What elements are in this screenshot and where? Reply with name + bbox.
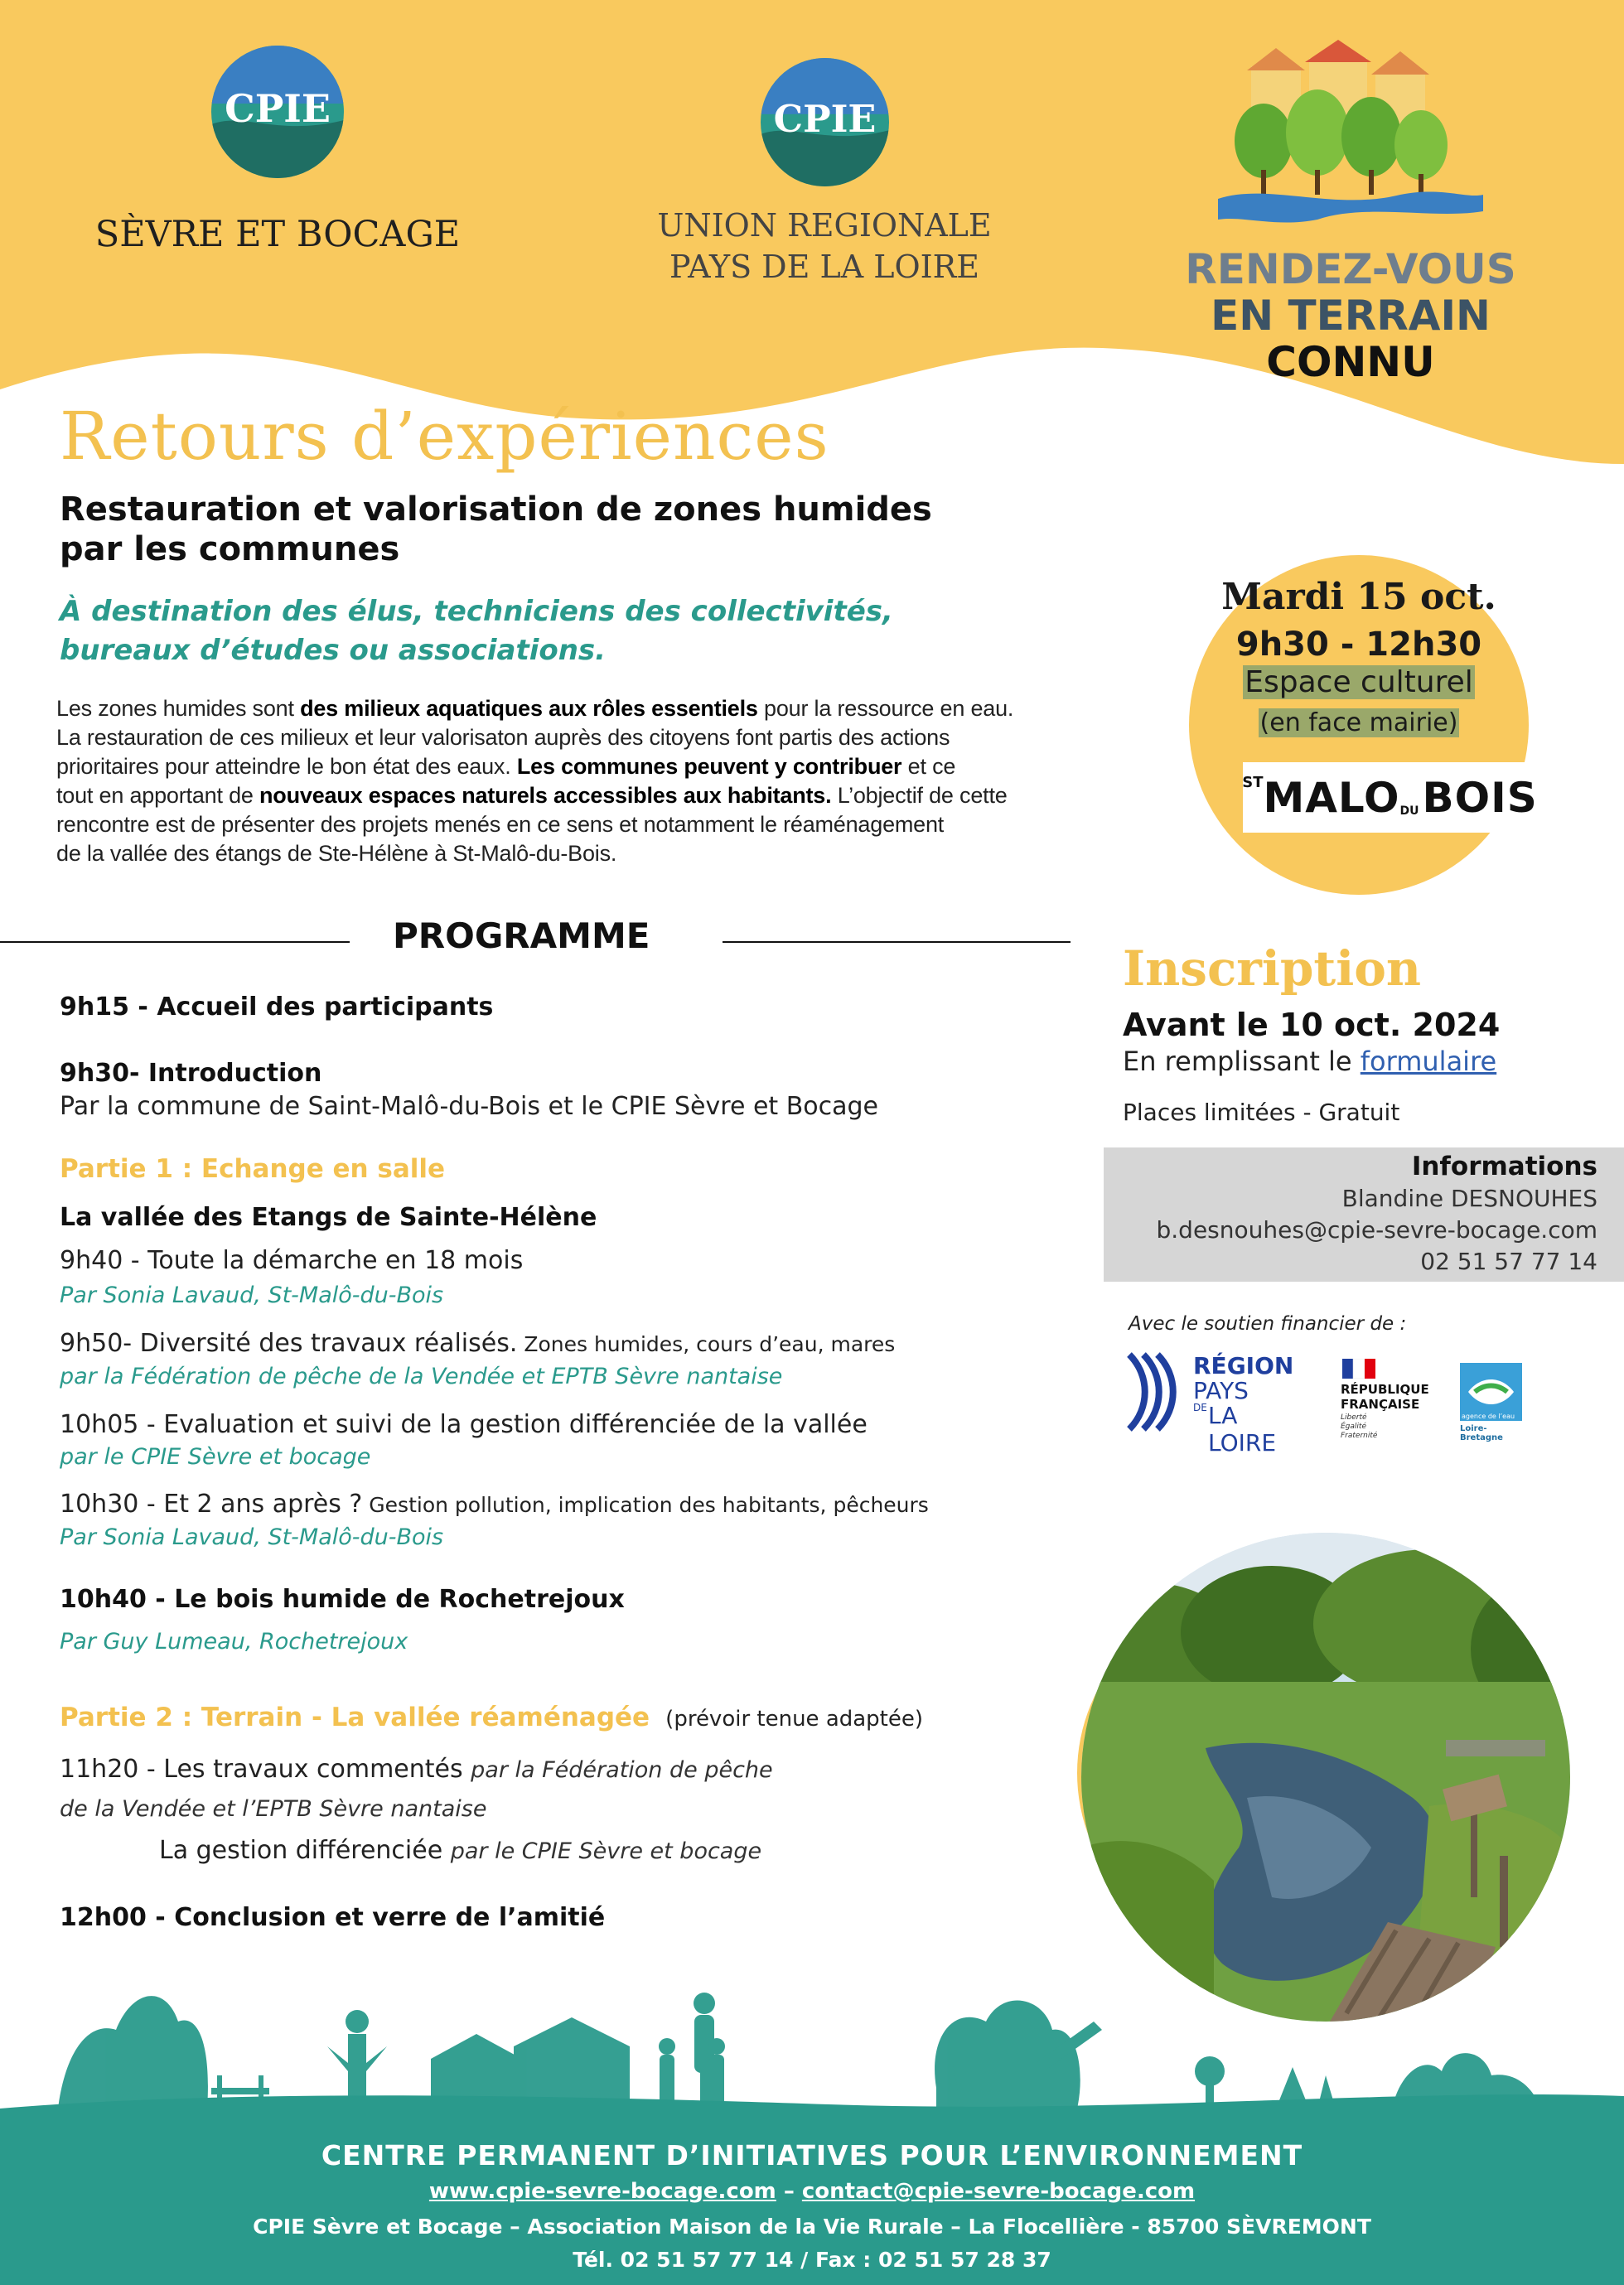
programme-item-1: 9h15 - Accueil des participants bbox=[60, 993, 494, 1022]
rdv-line-1: RENDEZ-VOUS bbox=[1185, 245, 1516, 293]
programme-item-8: 11h20 - Les travaux commentés par la Fédération de pêche bbox=[60, 1755, 773, 1784]
programme-item-2: 9h30- Introduction bbox=[60, 1059, 322, 1088]
audience-line-1: À destination des élus, techniciens des collectivités, bbox=[60, 595, 893, 628]
rdv-logo bbox=[1201, 33, 1500, 240]
programme-item-7: 10h40 - Le bois humide de Rochetrejoux bbox=[60, 1585, 625, 1614]
rf-word-2: FRANÇAISE bbox=[1341, 1397, 1420, 1412]
programme-item-8-speaker: de la Vendée et l’EPTB Sèvre nantaise bbox=[60, 1796, 487, 1822]
cpie-logo-center bbox=[761, 58, 889, 186]
wetland-photo bbox=[1081, 1533, 1570, 2022]
rf-word-4: Égalité bbox=[1341, 1423, 1366, 1431]
region-word-2: PAYS bbox=[1193, 1377, 1249, 1404]
info-name: Blandine DESNOUHES bbox=[1341, 1185, 1597, 1212]
intro-paragraph bbox=[56, 694, 1084, 868]
programme-item-3: 9h40 - Toute la démarche en 18 mois bbox=[60, 1246, 524, 1275]
inscription-how: En remplissant le formulaire bbox=[1123, 1046, 1497, 1077]
programme-item-4-speaker: par la Fédération de pêche de la Vendée et EPTB Sèvre nantaise bbox=[60, 1364, 783, 1389]
wetland-pond-image bbox=[1081, 1533, 1570, 2022]
intro-line: La restauration de ces milieux et leur valorisaton auprès des citoyens font partis des actions bbox=[56, 725, 950, 750]
agence-word-2: Loire-Bretagne bbox=[1460, 1424, 1503, 1442]
programme-rule-right bbox=[723, 941, 1071, 943]
agence-word-1: agence de l’eau bbox=[1462, 1413, 1515, 1420]
landscape-trees-icon bbox=[1201, 33, 1500, 240]
programme-item-10: 12h00 - Conclusion et verre de l’amitié bbox=[60, 1903, 606, 1932]
page-title: Retours d’expériences bbox=[60, 398, 829, 475]
region-word-4: LA LOIRE bbox=[1208, 1402, 1277, 1457]
rdv-line-3: CONNU bbox=[1266, 338, 1435, 386]
programme-heading: PROGRAMME bbox=[393, 915, 650, 956]
programme-item-6: 10h30 - Et 2 ans après ? Gestion pollution, implication des habitants, pêcheurs bbox=[60, 1490, 929, 1519]
part-1-heading: Partie 1 : Echange en salle bbox=[60, 1154, 446, 1184]
programme-item-5-speaker: par le CPIE Sèvre et bocage bbox=[60, 1444, 371, 1470]
programme-item-7-speaker: Par Guy Lumeau, Rochetrejoux bbox=[60, 1629, 408, 1655]
programme-rule-left bbox=[0, 941, 350, 943]
footer-address: CPIE Sèvre et Bocage – Association Maison de la Vie Rurale – La Flocellière - 85700 SÈVREMONT bbox=[253, 2215, 1371, 2239]
event-place-detail: (en face mairie) bbox=[1259, 708, 1458, 737]
programme-item-6-speaker: Par Sonia Lavaud, St-Malô-du-Bois bbox=[60, 1524, 444, 1550]
inscription-deadline: Avant le 10 oct. 2024 bbox=[1123, 1007, 1501, 1043]
footer-contact-line: www.cpie-sevre-bocage.com – contact@cpie-sevre-bocage.com bbox=[428, 2179, 1196, 2204]
cpie-emblem-icon bbox=[761, 58, 889, 186]
intro-line: de la vallée des étangs de Ste-Hélène à St-Malô-du-Bois. bbox=[56, 841, 617, 866]
cpie-emblem-icon bbox=[211, 46, 344, 178]
event-place: Espace culturel bbox=[1245, 665, 1473, 699]
cpie-left-caption: SÈVRE ET BOCAGE bbox=[94, 214, 461, 255]
event-time: 9h30 - 12h30 bbox=[1235, 626, 1482, 664]
cpie-center-caption-2: PAYS DE LA LOIRE bbox=[669, 249, 979, 285]
inscription-heading: Inscription bbox=[1123, 940, 1422, 997]
subtitle-line-1: Restauration et valorisation de zones humides bbox=[60, 490, 932, 529]
rdv-line-2: EN TERRAIN bbox=[1211, 292, 1491, 340]
svg-text:CPIE: CPIE bbox=[773, 97, 877, 142]
intro-line: prioritaires pour atteindre le bon état des eaux. Les communes peuvent y contribuer et ce bbox=[56, 754, 956, 779]
event-date: Mardi 15 oct. bbox=[1221, 576, 1496, 618]
region-stripes-icon bbox=[1125, 1350, 1183, 1433]
funding-label: Avec le soutien financier de : bbox=[1129, 1313, 1407, 1335]
programme-item-4: 9h50- Diversité des travaux réalisés. Zones humides, cours d’eau, mares bbox=[60, 1329, 896, 1358]
marianne-icon bbox=[1342, 1359, 1375, 1379]
svg-text:CPIE: CPIE bbox=[225, 86, 331, 131]
footer-email-link[interactable]: contact@cpie-sevre-bocage.com bbox=[801, 2179, 1196, 2204]
intro-line: rencontre est de présenter des projets menés en ce sens et notamment le réaménagement bbox=[56, 812, 945, 837]
rf-word-1: RÉPUBLIQUE bbox=[1341, 1382, 1429, 1397]
rf-word-3: Liberté bbox=[1341, 1413, 1367, 1422]
programme-item-9: La gestion différenciée par le CPIE Sèvre et bocage bbox=[159, 1836, 762, 1865]
footer-org-name: CENTRE PERMANENT D’INITIATIVES POUR L’ENVIRONNEMENT bbox=[321, 2139, 1303, 2171]
cpie-logo-left bbox=[211, 46, 344, 178]
agence-eau-logo bbox=[1460, 1363, 1522, 1442]
footer-website-link[interactable]: www.cpie-sevre-bocage.com bbox=[428, 2179, 776, 2204]
programme-item-2-detail: Par la commune de Saint-Malô-du-Bois et le CPIE Sèvre et Bocage bbox=[60, 1092, 879, 1121]
republique-francaise-logo bbox=[1341, 1359, 1432, 1442]
intro-line: tout en apportant de nouveaux espaces naturels accessibles aux habitants. L’objectif de cette bbox=[56, 783, 1008, 808]
region-word-1: RÉGION bbox=[1193, 1352, 1294, 1379]
part-2-heading: Partie 2 : Terrain - La vallée réaménagée (prévoir tenue adaptée) bbox=[60, 1703, 924, 1732]
region-logo bbox=[1125, 1350, 1299, 1457]
registration-form-link[interactable]: formulaire bbox=[1360, 1046, 1497, 1077]
intro-line: Les zones humides sont des milieux aquatiques aux rôles essentiels pour la ressource en eau. bbox=[56, 696, 1014, 721]
programme-item-3-speaker: Par Sonia Lavaud, St-Malô-du-Bois bbox=[60, 1283, 444, 1308]
region-word-3: DE bbox=[1193, 1402, 1207, 1413]
town-logo: ST MALO DU BOIS bbox=[1243, 762, 1537, 833]
rf-word-5: Fraternité bbox=[1341, 1432, 1378, 1440]
programme-item-5: 10h05 - Evaluation et suivi de la gestion différenciée de la vallée bbox=[60, 1410, 868, 1439]
valley-heading: La vallée des Etangs de Sainte-Hélène bbox=[60, 1203, 597, 1232]
info-email[interactable]: b.desnouhes@cpie-sevre-bocage.com bbox=[1156, 1216, 1597, 1244]
footer-phone-fax: Tél. 02 51 57 77 14 / Fax : 02 51 57 28 37 bbox=[573, 2248, 1051, 2272]
subtitle-line-2: par les communes bbox=[60, 530, 400, 568]
cpie-center-caption-1: UNION REGIONALE bbox=[657, 207, 992, 244]
info-phone: 02 51 57 77 14 bbox=[1420, 1248, 1597, 1275]
info-title: Informations bbox=[1411, 1152, 1597, 1181]
audience-line-2: bureaux d’études ou associations. bbox=[60, 634, 607, 667]
inscription-places: Places limitées - Gratuit bbox=[1123, 1099, 1400, 1126]
